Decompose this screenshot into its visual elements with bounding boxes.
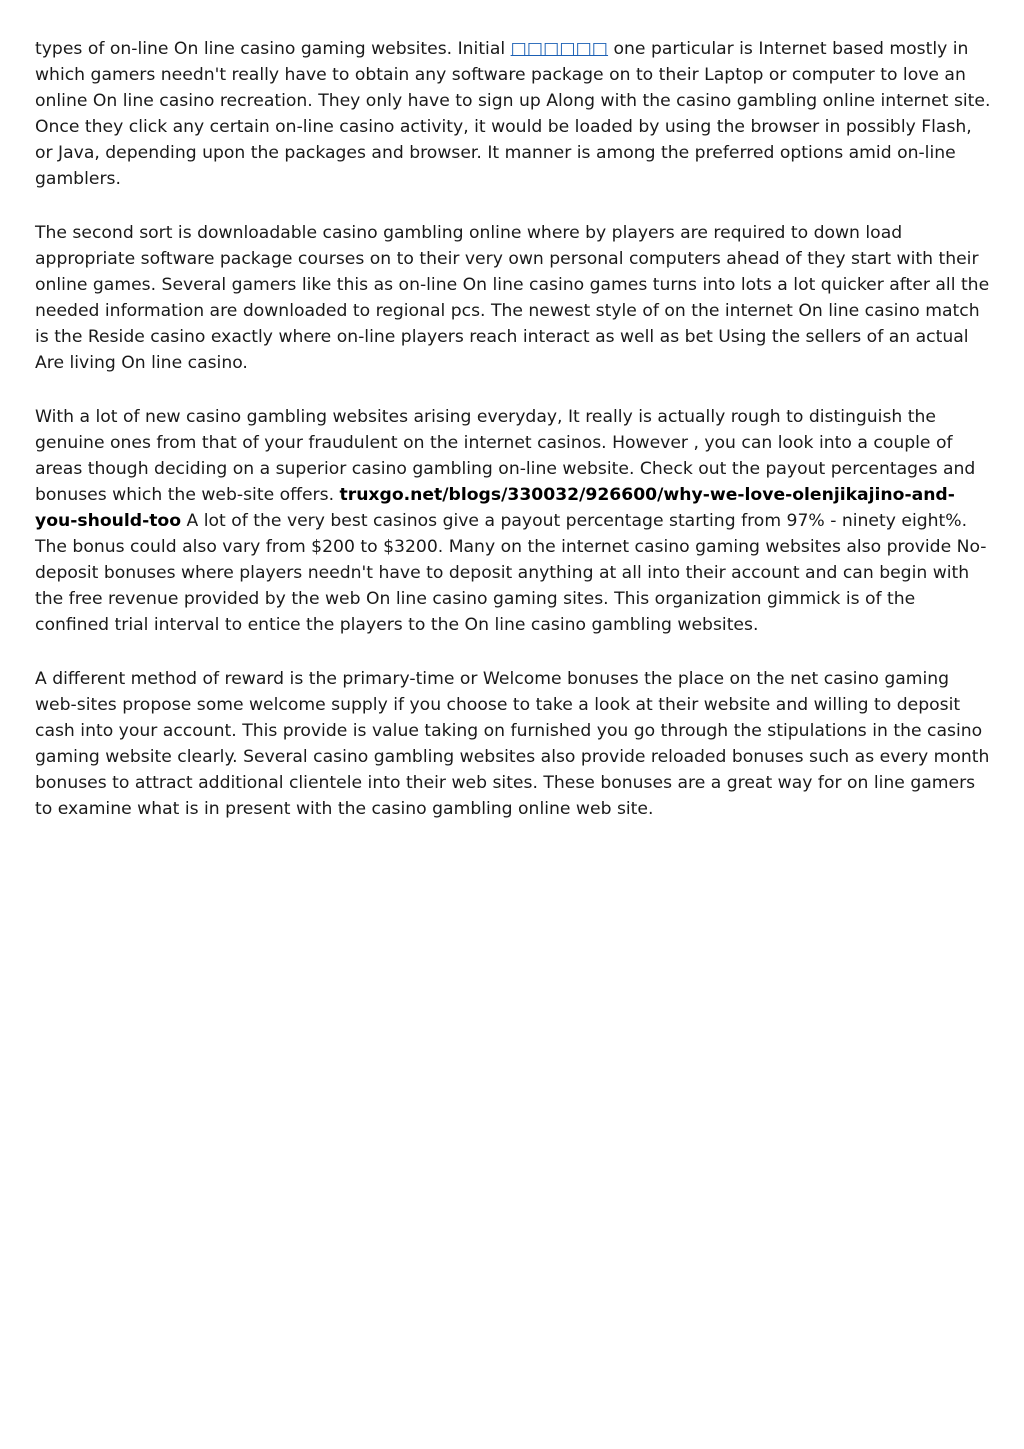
- paragraph-3: [35, 404, 991, 638]
- paragraph-4: A different method of reward is the primary-time or Welcome bonuses the place on the net casino gaming web-sites propose some welcome supply if you choose to take a look at their website and willing to deposit cash into your account. This provide is value taking on furnished you go through the stipulations in the casino gaming website clearly. Several casino gambling websites also provide reloaded bonuses such as every month bonuses to attract additional clientele into their web sites. These bonuses are a great way for on line gamers to examine what is in present with the casino gambling online web site.: [35, 669, 990, 819]
- paragraph-3-text-after-url: A lot of the very best casinos give a payout percentage starting from 97% - ninety eight%. The bonus could also vary from $200 to $3200. Many on the internet casino gaming websites also provide No-deposit bonuses where players needn't have to deposit anything at all into their account and can begin with the free revenue provided by the web On line casino gaming sites. This organization gimmick is of the confined trial interval to entice the players to the On line casino gambling websites.: [35, 511, 987, 635]
- paragraph-1-text-after-link: one particular is Internet based mostly in which gamers needn't really have to obtain any software package on to their Laptop or computer to love an online On line casino recreation. They only have to sign up Along with the casino gambling online internet site. Once they click any certain on-line casino activity, it would be loaded by using the browser in possibly Flash, or Java, depending upon the packages and browser. It manner is among the preferred options amid on-line gamblers.: [35, 39, 991, 189]
- paragraph-3-text-before-url: With a lot of new casino gambling websites arising everyday, It really is actually rough to distinguish the genuine ones from that of your fraudulent on the internet casinos. However , you can look into a couple of areas though deciding on a superior casino gambling on-line website. Check out the payout percentages and bonuses which the web-site offers.: [35, 407, 976, 505]
- paragraph-1-text-before-link: types of on-line On line casino gaming websites. Initial: [35, 39, 511, 59]
- inline-link[interactable]: □□□□□□: [510, 39, 609, 59]
- document-body: [35, 36, 991, 850]
- paragraph-1: [35, 36, 991, 192]
- paragraph-2: The second sort is downloadable casino gambling online where by players are required to down load appropriate software package courses on to their very own personal computers ahead of they start with their online games. Several gamers like this as on-line On line casino games turns into lots a lot quicker after all the needed information are downloaded to regional pcs. The newest style of on the internet On line casino match is the Reside casino exactly where on-line players reach interact as well as bet Using the sellers of an actual Are living On line casino.: [35, 223, 990, 373]
- bold-url-text: truxgo.net/blogs/330032/926600/why-we-love-olenjikajino-and-you-should-too: [35, 485, 955, 531]
